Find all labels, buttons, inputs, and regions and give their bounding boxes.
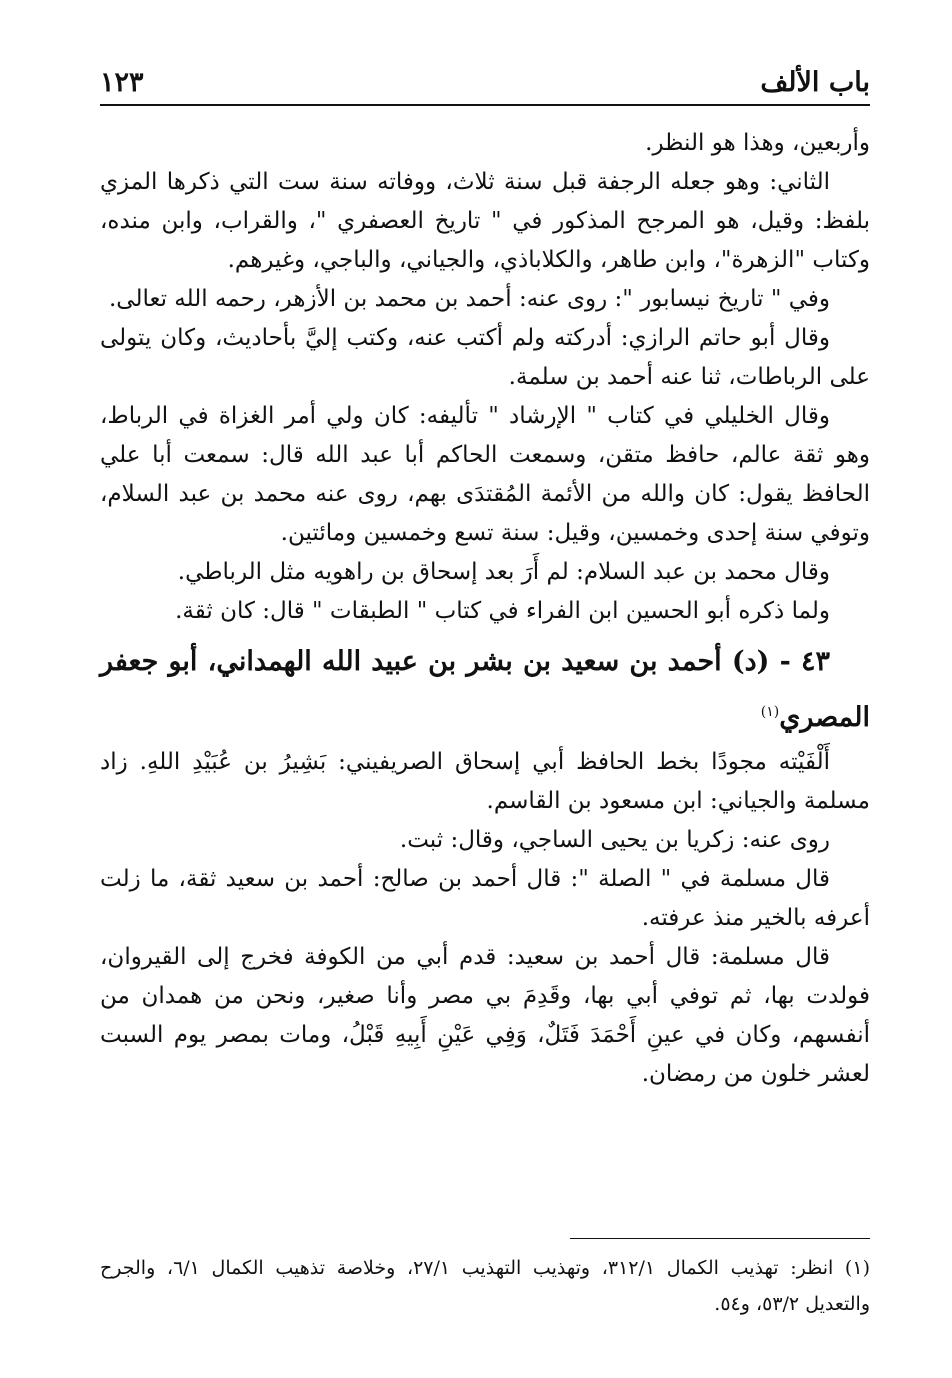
header-divider xyxy=(100,104,870,106)
document-page xyxy=(100,0,870,1378)
paragraph: الثاني: وهو جعله الرجفة قبل سنة ثلاث، ووفاته سنة ست التي ذكرها المزي بلفظ: وقيل، هو المرجح المذكور في " تاريخ العصفري "، والقراب، وابن منده، وكتاب "الزهرة"، وابن طاهر، والكلاباذي، والجياني، والباجي، وغيرهم. xyxy=(100,169,870,273)
paragraph: وفي " تاريخ نيسابور ": روى عنه: أحمد بن محمد بن الأزهر، رحمه الله تعالى. xyxy=(109,286,830,312)
page-number: ١٢٣ xyxy=(100,67,144,98)
paragraph: ولما ذكره أبو الحسين ابن الفراء في كتاب " الطبقات " قال: كان ثقة. xyxy=(175,598,830,624)
chapter-title: باب الألف xyxy=(760,67,870,98)
running-header xyxy=(100,58,870,98)
main-text xyxy=(100,124,870,1094)
paragraph: وقال أبو حاتم الرازي: أدركته ولم أكتب عنه، وكتب إليَّ بأحاديث، وكان يتولى على الرباطات، ثنا عنه أحمد بن سلمة. xyxy=(100,325,870,390)
paragraph: وأربعين، وهذا هو النظر. xyxy=(645,130,870,156)
paragraph: قال مسلمة في " الصلة ": قال أحمد بن صالح: أحمد بن سعيد ثقة، ما زلت أعرفه بالخير منذ عرفته. xyxy=(100,866,870,931)
paragraph: روى عنه: زكريا بن يحيى الساجي، وقال: ثبت. xyxy=(399,827,830,853)
footnote-marker: (١) xyxy=(760,704,780,720)
footnote-divider xyxy=(570,1238,870,1239)
footnote: (١) انظر: تهذيب الكمال ٣١٢/١، وتهذيب التهذيب ٢٧/١، وخلاصة تذهيب الكمال ٦/١، والجرح والتعديل ٥٣/٢، و٥٤. xyxy=(100,1257,870,1315)
entry-heading xyxy=(100,637,870,743)
paragraph: وقال محمد بن عبد السلام: لم أَرَ بعد إسحاق بن راهويه مثل الرباطي. xyxy=(177,559,830,585)
paragraph: وقال الخليلي في كتاب " الإرشاد " تأليفه: كان ولي أمر الغزاة في الرباط، وهو ثقة عالم، حافظ متقن، وسمعت الحاكم أبا عبد الله قال: سمعت أبا علي الحافظ يقول: كان والله من الأئمة المُقتدَى بهم، روى عنه محمد بن عبد السلام، وتوفي سنة إحدى وخمسين، وقيل: سنة تسع وخمسين ومائتين. xyxy=(100,403,870,546)
entry-title-text: ٤٣ - (د) أحمد بن سعيد بن بشر بن عبيد الله الهمداني، أبو جعفر المصري xyxy=(100,646,870,733)
paragraph: قال مسلمة: قال أحمد بن سعيد: قدم أبي من الكوفة فخرج إلى القيروان، فولدت بها، ثم توفي أبي بها، وقَدِمَ بي مصر وأنا صغير، ونحن من همدان من أنفسهم، وكان في عينِ أَحْمَدَ فَتَلٌ، وَفِي عَيْنِ أَبِيهِ قَبْلُ، ومات بمصر يوم السبت لعشر خلون من رمضان. xyxy=(100,944,870,1087)
paragraph: أَلْفَيْته مجودًا بخط الحافظ أبي إسحاق الصريفيني: بَشِيرُ بن عُبَيْدِ اللهِ. زاد مسلمة والجياني: ابن مسعود بن القاسم. xyxy=(100,749,870,814)
